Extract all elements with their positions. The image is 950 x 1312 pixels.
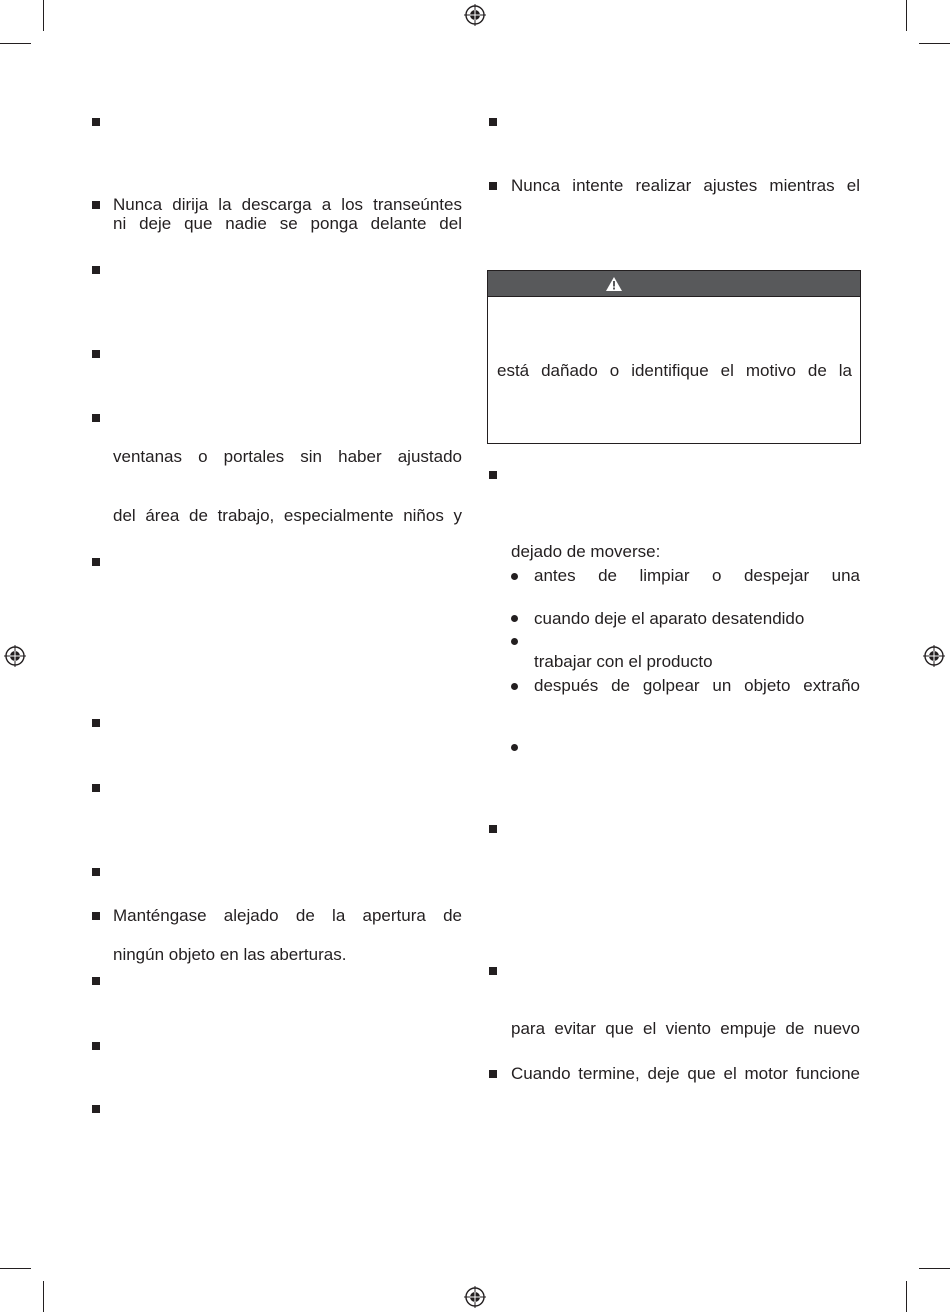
square-bullet-icon	[92, 1105, 100, 1113]
square-bullet-icon	[92, 350, 100, 358]
round-bullet-icon	[511, 615, 518, 622]
square-bullet-icon	[489, 1070, 497, 1078]
text-line: está dañado o identifique el motivo de la	[497, 361, 852, 380]
square-bullet-icon	[92, 784, 100, 792]
text-line: del área de trabajo, especialmente niños y	[113, 506, 462, 525]
square-bullet-icon	[92, 118, 100, 126]
square-bullet-icon	[489, 118, 497, 126]
crop-mark	[0, 43, 31, 44]
registration-mark-icon	[464, 1286, 486, 1308]
round-bullet-icon	[511, 744, 518, 751]
square-bullet-icon	[92, 868, 100, 876]
text-line: antes de limpiar o despejar una	[534, 566, 860, 585]
warning-header	[488, 271, 860, 297]
square-bullet-icon	[92, 1042, 100, 1050]
warning-triangle-icon	[605, 276, 623, 292]
text-line: Cuando termine, deje que el motor funcione	[511, 1064, 860, 1083]
text-line: Nunca intente realizar ajustes mientras el	[511, 176, 860, 195]
crop-mark	[43, 1281, 44, 1312]
square-bullet-icon	[92, 201, 100, 209]
text-line: cuando deje el aparato desatendido	[534, 609, 805, 628]
square-bullet-icon	[92, 719, 100, 727]
warning-box	[487, 270, 861, 444]
square-bullet-icon	[489, 967, 497, 975]
crop-mark	[919, 1268, 950, 1269]
crop-mark	[906, 1281, 907, 1312]
square-bullet-icon	[92, 414, 100, 422]
crop-mark	[43, 0, 44, 31]
square-bullet-icon	[92, 558, 100, 566]
registration-mark-icon	[4, 645, 26, 667]
crop-mark	[906, 0, 907, 31]
registration-mark-icon	[923, 645, 945, 667]
text-line: ventanas o portales sin haber ajustado	[113, 447, 462, 466]
text-line: ningún objeto en las aberturas.	[113, 945, 347, 964]
text-line: trabajar con el producto	[534, 652, 713, 671]
round-bullet-icon	[511, 573, 518, 580]
crop-mark	[919, 43, 950, 44]
square-bullet-icon	[92, 912, 100, 920]
square-bullet-icon	[489, 471, 497, 479]
round-bullet-icon	[511, 638, 518, 645]
square-bullet-icon	[489, 825, 497, 833]
text-line: Nunca dirija la descarga a los transeúntes	[113, 195, 462, 214]
registration-mark-icon	[464, 4, 486, 26]
square-bullet-icon	[92, 977, 100, 985]
text-line: dejado de moverse:	[511, 542, 661, 561]
text-line: ni deje que nadie se ponga delante del	[113, 214, 462, 233]
text-line: Manténgase alejado de la apertura de	[113, 906, 462, 925]
square-bullet-icon	[489, 182, 497, 190]
round-bullet-icon	[511, 683, 518, 690]
text-line: después de golpear un objeto extraño	[534, 676, 860, 695]
text-line: para evitar que el viento empuje de nuevo	[511, 1019, 860, 1038]
square-bullet-icon	[92, 266, 100, 274]
crop-mark	[0, 1268, 31, 1269]
